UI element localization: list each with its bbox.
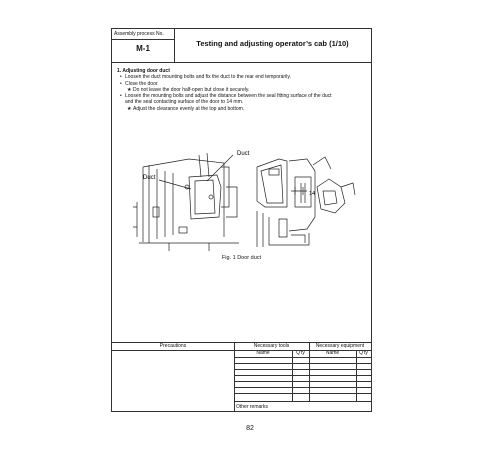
bullet-mark: • [120,93,122,100]
table-rule [234,350,371,351]
equipment-qty-header: Q'ty [359,350,368,356]
precautions-header: Precautions [112,343,234,351]
tools-equipment-grid [234,343,371,401]
table-rule [234,375,371,376]
table-rule [234,381,371,382]
bullet-mark: • [120,74,122,81]
door-duct-drawing [129,147,369,257]
list-item-text: Close the door. [125,80,159,87]
sheet-header [112,29,371,63]
precautions-column [112,343,235,412]
table-rule [234,369,371,370]
list-item [117,93,367,99]
table-rule [234,393,371,394]
process-number: M-1 [136,44,150,53]
page-number: 82 [246,425,254,432]
door-duct-figure [129,147,369,257]
equipment-name-header: Name [325,350,340,356]
figure-caption: Fig. 1 Door duct [221,255,262,261]
other-remarks-label: Other remarks [236,404,268,410]
duct-label-top: Duct [237,151,250,157]
list-item-text: Loosen the duct mounting bolts and fix the duct to the rear end temporarily. [125,74,291,81]
table-rule [234,363,371,364]
table-rule [234,387,371,388]
tools-name-header: Name [256,350,270,356]
dimension-label: 14 [309,191,316,197]
process-box-divider [112,39,174,40]
bullet-mark: • [120,80,122,87]
tools-qty-header: Q'ty [296,350,305,356]
section-heading: 1. Adjusting door duct [117,68,170,74]
instruction-text [117,68,367,112]
necessary-equipment-header: Necessary equipment [315,343,365,349]
process-number-box [112,29,175,62]
list-item-text: Loosen the mounting bolts and adjust the distance between the seal fitting surface of the duct [125,93,332,100]
requirements-table [112,342,371,412]
table-rule [234,357,371,358]
note-text: Adjust the clearance evenly at the top and bottom. [133,105,245,112]
list-item-continuation: and the seal contacting surface of the door to 14 mm. [125,99,244,106]
star-icon: ★ [127,86,132,93]
assembly-sheet [111,28,372,412]
page-title: Testing and adjusting operator’s cab (1/10) [196,39,349,48]
note-text: Do not leave the door half-open but close it securely. [133,86,250,93]
star-icon: ★ [127,105,132,112]
process-number-label: Assembly process No. [114,31,164,37]
duct-label-left: Duct [143,175,156,181]
other-remarks-box [234,401,371,413]
necessary-tools-header: Necessary tools [253,343,290,349]
note-item [117,106,367,112]
